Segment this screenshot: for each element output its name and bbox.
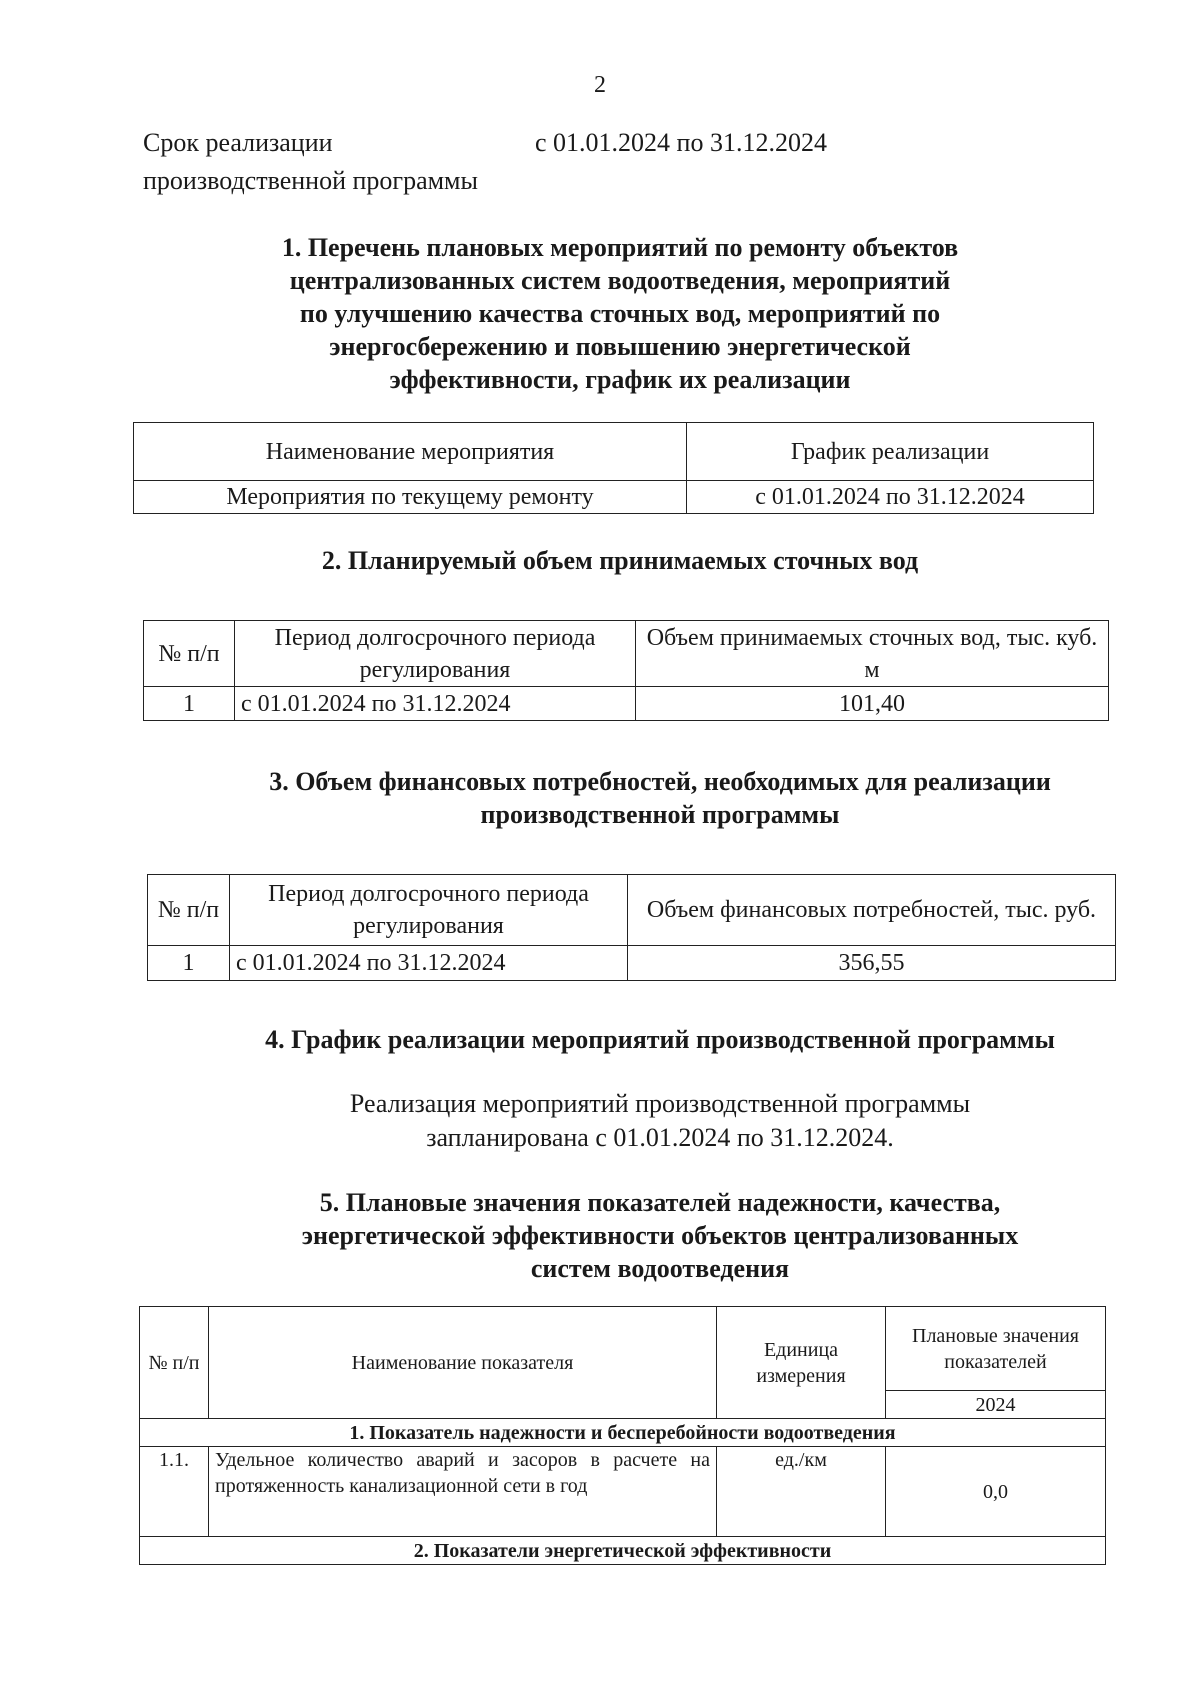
heading-line: по улучшению качества сточных вод, мероприятий по [299, 299, 941, 328]
indicator-unit: ед./км [717, 1447, 886, 1537]
term-label [143, 124, 478, 200]
table-cell: 356,55 [628, 946, 1116, 981]
header-cell: Наименование мероприятия [134, 423, 687, 481]
heading-line: 5. Плановые значения показателей надежности, качества, [319, 1188, 1001, 1217]
text-line: запланирована с 01.01.2024 по 31.12.2024. [426, 1123, 894, 1152]
table-row [148, 946, 1116, 981]
heading-line: энергетической эффективности объектов централизованных [301, 1221, 1019, 1250]
heading-line: систем водоотведения [530, 1254, 790, 1283]
group-heading: 1. Показатель надежности и бесперебойности водоотведения [140, 1419, 1106, 1447]
section4-heading: 4. График реализации мероприятий производственной программы [265, 1025, 1055, 1054]
section5-heading [180, 1186, 1140, 1285]
heading-line: производственной программы [480, 800, 840, 829]
table-group-row [140, 1537, 1106, 1565]
section2-heading: 2. Планируемый объем принимаемых сточных вод [321, 546, 919, 575]
heading-line: 1. Перечень плановых мероприятий по ремонту объектов [281, 233, 959, 262]
term-value: с 01.01.2024 по 31.12.2024 [535, 128, 827, 157]
measures-table [133, 422, 1094, 514]
term-label-line2: производственной программы [143, 166, 478, 195]
heading-line: эффективности, график их реализации [389, 365, 851, 394]
table-row [134, 481, 1094, 514]
table-cell: Мероприятия по текущему ремонту [134, 481, 687, 514]
table-row [140, 1447, 1106, 1537]
table-cell: 1 [144, 687, 235, 721]
table-header-row [134, 423, 1094, 481]
table-cell: 101,40 [636, 687, 1109, 721]
table-cell: с 01.01.2024 по 31.12.2024 [687, 481, 1094, 514]
table-cell: с 01.01.2024 по 31.12.2024 [235, 687, 636, 721]
section3-heading [180, 765, 1140, 831]
header-cell: № п/п [148, 875, 230, 946]
table-row [144, 687, 1109, 721]
table-header-row [140, 1307, 1106, 1391]
header-cell: № п/п [144, 621, 235, 687]
table-header-row [148, 875, 1116, 946]
header-cell-unit: Единица измерения [717, 1307, 886, 1419]
page-number: 2 [594, 72, 606, 98]
header-cell: Период долгосрочного периода регулирования [230, 875, 628, 946]
header-cell: График реализации [687, 423, 1094, 481]
row-number: 1.1. [140, 1447, 209, 1537]
table-group-row [140, 1419, 1106, 1447]
section4-text [180, 1087, 1140, 1155]
table-cell: с 01.01.2024 по 31.12.2024 [230, 946, 628, 981]
header-cell: Объем финансовых потребностей, тыс. руб. [628, 875, 1116, 946]
header-cell: Период долгосрочного периода регулирования [235, 621, 636, 687]
header-cell-plan: Плановые значения показателей [886, 1307, 1106, 1391]
header-cell-name: Наименование показателя [209, 1307, 717, 1419]
group-heading: 2. Показатели энергетической эффективности [140, 1537, 1106, 1565]
indicator-name: Удельное количество аварий и засоров в расчете на протяженность канализационной сети в год [209, 1447, 717, 1537]
heading-line: энергосбережению и повышению энергетической [329, 332, 911, 361]
section1-heading [140, 231, 1100, 396]
header-cell-year: 2024 [886, 1391, 1106, 1419]
indicators-table [139, 1306, 1106, 1565]
indicator-value: 0,0 [886, 1447, 1106, 1537]
wastewater-volume-table [143, 620, 1109, 721]
header-cell: Объем принимаемых сточных вод, тыс. куб. м [636, 621, 1109, 687]
financial-needs-table [147, 874, 1116, 981]
heading-line: 3. Объем финансовых потребностей, необходимых для реализации [269, 767, 1051, 796]
table-cell: 1 [148, 946, 230, 981]
table-header-row [144, 621, 1109, 687]
heading-line: централизованных систем водоотведения, мероприятий [289, 266, 951, 295]
term-label-line1: Срок реализации [143, 128, 333, 157]
text-line: Реализация мероприятий производственной программы [349, 1089, 971, 1118]
header-cell-no: № п/п [140, 1307, 209, 1419]
